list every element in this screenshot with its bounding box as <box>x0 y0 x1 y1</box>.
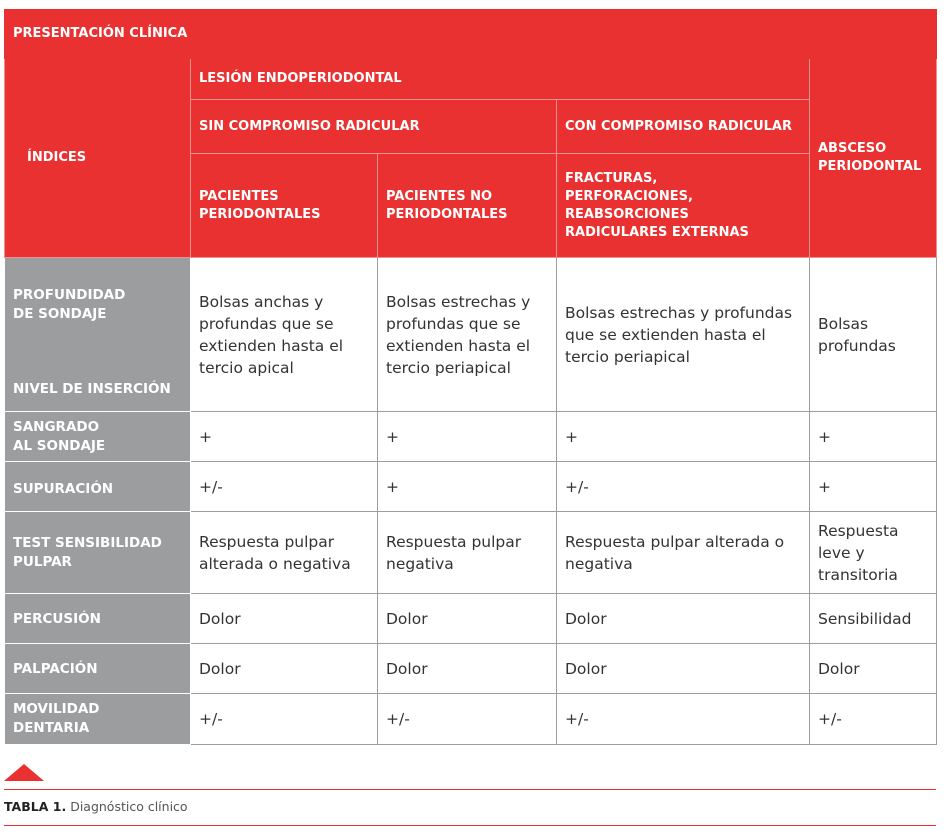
lesion-header: LESIÓN ENDOPERIODONTAL <box>191 59 810 100</box>
fracturas-header: FRACTURAS, PERFORACIONES, REABSORCIONES RADICULARES EXTERNAS <box>557 154 810 258</box>
table-cell: Bolsas anchas y profundas que se extienden hasta el tercio apical <box>191 258 378 412</box>
table-cell: +/- <box>810 694 937 745</box>
table-cell: Respuesta pulpar negativa <box>378 512 557 594</box>
table-row <box>5 512 937 594</box>
divider <box>4 789 936 790</box>
sin-compromiso-header: SIN COMPROMISO RADICULAR <box>191 100 557 154</box>
clinical-table <box>4 9 937 745</box>
table-cell: Dolor <box>378 594 557 644</box>
table-cell: Dolor <box>191 594 378 644</box>
table-title: PRESENTACIÓN CLÍNICA <box>5 10 937 59</box>
table-row <box>5 412 937 462</box>
row-label-secondary: NIVEL DE INSERCIÓN <box>13 381 171 397</box>
table-cell: Dolor <box>191 644 378 694</box>
absceso-header: ABSCESO PERIODONTAL <box>810 59 937 258</box>
table-row <box>5 594 937 644</box>
caption-text: Diagnóstico clínico <box>70 799 188 814</box>
con-compromiso-header: CON COMPROMISO RADICULAR <box>557 100 810 154</box>
caption-label: TABLA 1. <box>4 799 67 814</box>
table-cell: + <box>810 462 937 512</box>
table-cell: +/- <box>191 694 378 745</box>
indices-header: ÍNDICES <box>5 59 191 258</box>
table-cell: +/- <box>378 694 557 745</box>
row-label: PERCUSIÓN <box>5 594 191 644</box>
row-label: PROFUNDIDAD DE SONDAJE <box>13 287 126 322</box>
pacientes-no-periodontales-header: PACIENTES NO PERIODONTALES <box>378 154 557 258</box>
triangle-icon <box>4 764 44 781</box>
table-caption <box>4 799 188 814</box>
table-cell: + <box>810 412 937 462</box>
table-cell: Dolor <box>378 644 557 694</box>
table-row <box>5 644 937 694</box>
table-cell: + <box>191 412 378 462</box>
row-label: MOVILIDAD DENTARIA <box>5 694 191 745</box>
pacientes-periodontales-header: PACIENTES PERIODONTALES <box>191 154 378 258</box>
divider <box>4 825 936 826</box>
table-cell: Dolor <box>557 594 810 644</box>
table-row <box>5 462 937 512</box>
table-cell: +/- <box>557 462 810 512</box>
table-cell: + <box>378 412 557 462</box>
table-cell: +/- <box>191 462 378 512</box>
row-label: PALPACIÓN <box>5 644 191 694</box>
table-cell: Bolsas estrechas y profundas que se extienden hasta el tercio periapical <box>378 258 557 412</box>
table-cell: Bolsas estrechas y profundas que se extienden hasta el tercio periapical <box>557 258 810 412</box>
table-cell: Sensibilidad <box>810 594 937 644</box>
row-label: SUPURACIÓN <box>5 462 191 512</box>
table-cell: Respuesta pulpar alterada o negativa <box>191 512 378 594</box>
table-cell: + <box>378 462 557 512</box>
table-row <box>5 258 937 412</box>
row-label: TEST SENSIBILIDAD PULPAR <box>5 512 191 594</box>
table-row <box>5 694 937 745</box>
table-cell: Dolor <box>557 644 810 694</box>
table-cell: Respuesta pulpar alterada o negativa <box>557 512 810 594</box>
table-cell: Respuesta leve y transitoria <box>810 512 937 594</box>
table-cell: Bolsas profundas <box>810 258 937 412</box>
row-label: SANGRADO AL SONDAJE <box>5 412 191 462</box>
table-cell: Dolor <box>810 644 937 694</box>
table-cell: + <box>557 412 810 462</box>
table-cell: +/- <box>557 694 810 745</box>
